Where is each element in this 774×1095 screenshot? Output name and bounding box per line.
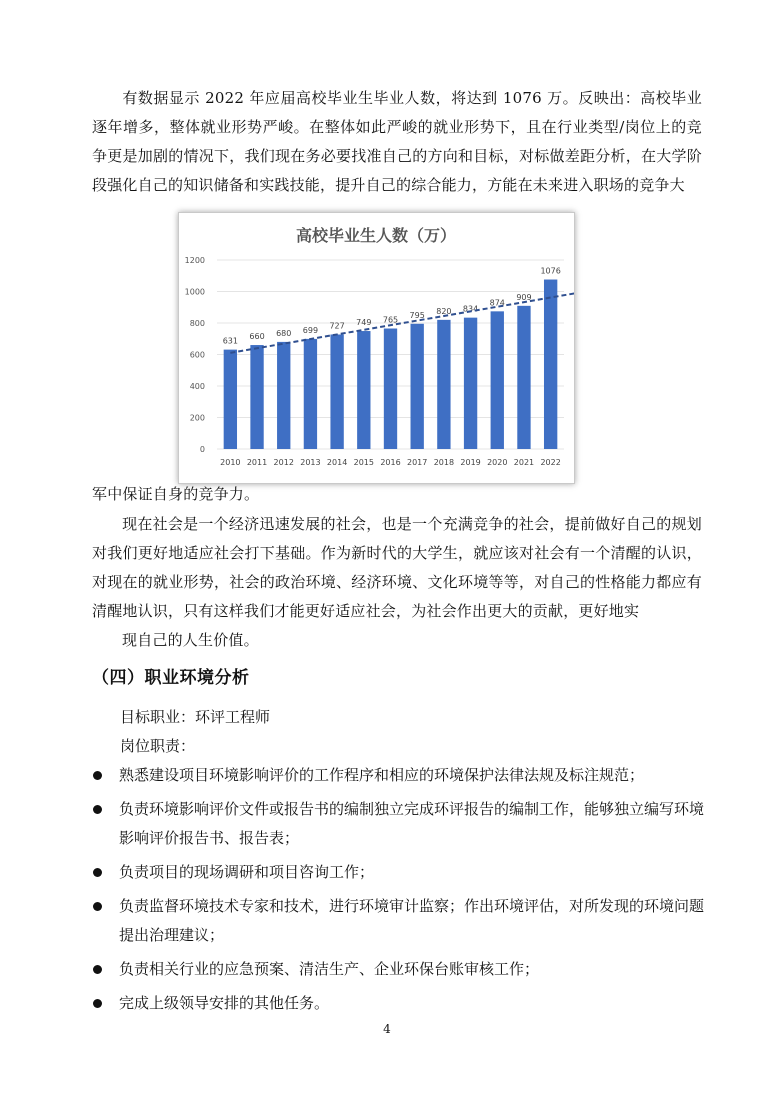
bar-value-label: 834: [462, 304, 479, 314]
duties-list: [92, 761, 707, 1023]
x-tick-label: 2012: [273, 458, 294, 467]
target-job: 目标职业：环评工程师: [120, 708, 271, 726]
bar-value-label: 631: [222, 336, 238, 346]
x-tick-label: 2017: [407, 458, 428, 467]
chart-bar: [250, 345, 263, 449]
bar-value-label: 699: [302, 325, 319, 335]
chart-bar: [330, 334, 343, 449]
duty-item: 负责环境影响评价文件或报告书的编制独立完成环评报告的编制工作，能够独立编写环境影响评价报告书、报告表；: [92, 795, 707, 853]
duties-label: 岗位职责：: [120, 737, 196, 755]
y-tick-label: 1000: [184, 287, 205, 297]
chart-svg: [179, 213, 574, 483]
bar-value-label: 1076: [540, 266, 561, 276]
page-number: 4: [383, 1022, 391, 1036]
paragraph-society: [92, 510, 702, 655]
chart-bar: [437, 320, 450, 449]
y-tick-label: 400: [189, 382, 205, 391]
y-tick-label: 1200: [184, 256, 205, 265]
graduates-chart: [178, 212, 575, 484]
x-tick-label: 2010: [220, 458, 241, 467]
paragraph-graduates-cont-text: 军中保证自身的竞争力。: [92, 485, 260, 503]
bullet-icon: [93, 965, 102, 974]
y-tick-label: 800: [189, 319, 205, 328]
bullet-icon: [93, 868, 102, 877]
duty-item: 熟悉建设项目环境影响评价的工作程序和相应的环境保护法律法规及标注规范；: [92, 761, 707, 790]
paragraph-graduates-text: 有数据显示 2022 年应届高校毕业生毕业人数，将达到 1076 万。反映出：高校毕业逐年增多，整体就业形势严峻。在整体如此严峻的就业形势下，且在行业类型/岗位上的竞争更是加剧的情况下，我们现在务必要找准自己的方向和目标，对标做差距分析，在大学阶段强化自己的知识储备和实践技能，提升自己的综合能力，方能在未来进入职场的竞争大: [92, 89, 702, 194]
x-tick-label: 2014: [326, 458, 348, 467]
y-tick-label: 600: [189, 350, 205, 360]
x-tick-label: 2016: [380, 458, 401, 467]
paragraph-society-cont-text: 现自己的人生价值。: [122, 631, 259, 649]
bar-value-label: 795: [409, 310, 425, 320]
section-heading: （四）职业环境分析: [92, 668, 250, 688]
chart-bar: [411, 324, 424, 449]
x-tick-label: 2018: [433, 458, 455, 467]
bar-value-label: 727: [329, 321, 345, 331]
chart-bar: [224, 350, 237, 449]
paragraph-graduates: [92, 84, 702, 200]
bullet-icon: [93, 805, 102, 814]
bar-value-label: 660: [249, 332, 265, 342]
duty-item: 负责相关行业的应急预案、清洁生产、企业环保台账审核工作；: [92, 955, 707, 984]
y-tick-label: 0: [199, 445, 205, 454]
bar-value-label: 820: [436, 306, 452, 316]
chart-bar: [464, 318, 477, 449]
chart-bar: [277, 342, 290, 449]
chart-bar: [491, 311, 504, 449]
x-tick-label: 2021: [513, 458, 535, 467]
chart-bar: [517, 306, 530, 449]
x-tick-label: 2022: [540, 458, 561, 467]
chart-title: 高校毕业生人数（万）: [295, 226, 457, 245]
x-tick-label: 2020: [487, 458, 508, 467]
paragraph-society-text: 现在社会是一个经济迅速发展的社会，也是一个充满竞争的社会，提前做好自己的规划对我们更好地适应社会打下基础。作为新时代的大学生，就应该对社会有一个清醒的认识，对现在的就业形势，社会的政治环境、经济环境、文化环境等等，对自己的性格能力都应有清醒地认识，只有这样我们才能更好适应社会，为社会作出更大的贡献，更好地实: [92, 515, 702, 620]
duty-item: 负责项目的现场调研和项目咨询工作；: [92, 858, 707, 887]
chart-bar: [384, 329, 397, 449]
bar-value-label: 680: [276, 328, 292, 338]
duty-item: 负责监督环境技术专家和技术，进行环境审计监察；作出环境评估，对所发现的环境问题提出治理建议；: [92, 892, 707, 950]
bullet-icon: [93, 771, 102, 780]
paragraph-graduates-cont: [92, 480, 702, 509]
chart-bar: [544, 280, 557, 449]
x-tick-label: 2011: [246, 458, 268, 467]
x-tick-label: 2013: [300, 458, 321, 467]
bullet-icon: [93, 999, 102, 1008]
bar-value-label: 765: [382, 315, 399, 325]
bar-value-label: 909: [516, 292, 532, 302]
duty-item: 完成上级领导安排的其他任务。: [92, 989, 707, 1018]
x-tick-label: 2019: [460, 458, 481, 467]
x-tick-label: 2015: [353, 458, 374, 467]
chart-bar: [304, 339, 317, 449]
bar-value-label: 874: [489, 298, 505, 308]
y-tick-label: 200: [189, 413, 205, 423]
bar-value-label: 749: [356, 318, 372, 328]
chart-bar: [357, 331, 370, 449]
bullet-icon: [93, 902, 102, 911]
